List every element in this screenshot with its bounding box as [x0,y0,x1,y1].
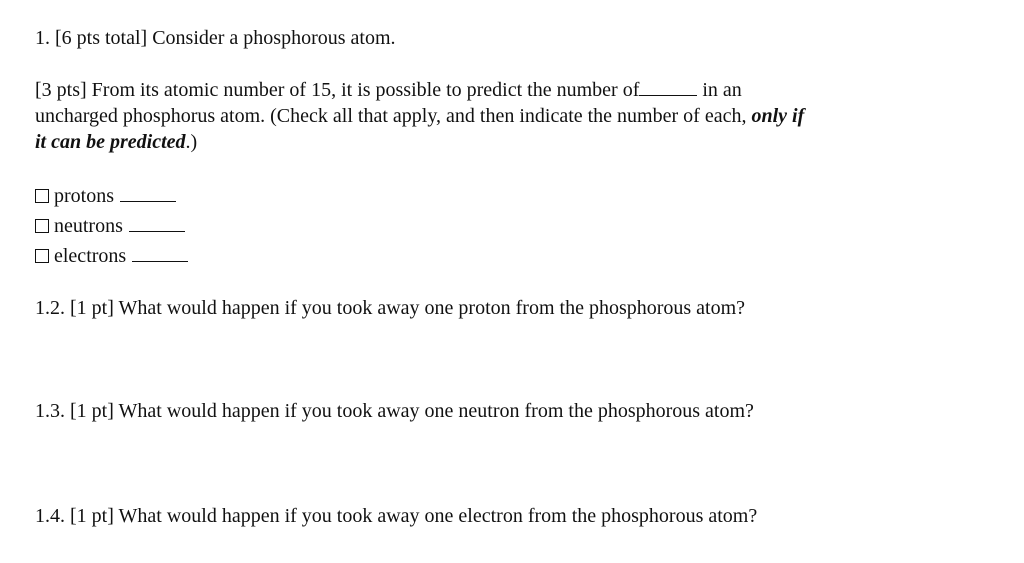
answer-blank-neutrons[interactable] [129,215,185,232]
choice-protons [35,184,176,208]
emphasis-predicted: it can be predicted [35,131,186,153]
question-1-1-text-start: [3 pts] From its atomic number of 15, it is possible to predict the number of [35,79,640,101]
emphasis-only-if: only if [751,105,805,127]
question-1-header: 1. [6 pts total] Consider a phosphorous atom. [35,27,396,49]
question-1-1-line-2 [35,104,804,128]
question-1-1-line-1 [35,78,742,102]
fill-in-blank[interactable] [639,79,697,96]
question-1-4: 1.4. [1 pt] What would happen if you took away one electron from the phosphorous atom? [35,505,758,527]
question-1-3: 1.3. [1 pt] What would happen if you took away one neutron from the phosphorous atom? [35,400,754,422]
choice-neutrons [35,214,185,238]
choice-label-electrons: electrons [54,245,127,267]
checkbox-electrons[interactable] [35,249,49,263]
question-1-1-text-middle: uncharged phosphorus atom. (Check all that apply, and then indicate the number of each, [35,105,747,127]
checkbox-neutrons[interactable] [35,219,49,233]
answer-blank-electrons[interactable] [132,245,188,262]
choice-label-protons: protons [54,185,114,207]
checkbox-protons[interactable] [35,189,49,203]
answer-blank-protons[interactable] [120,185,176,202]
choice-label-neutrons: neutrons [54,215,123,237]
question-1-1-text-end: .) [185,131,198,153]
question-1-2: 1.2. [1 pt] What would happen if you took away one proton from the phosphorous atom? [35,297,746,319]
choice-electrons [35,244,188,268]
question-1-1-text-after-blank: in an [702,79,742,101]
question-1-1-line-3 [35,130,197,154]
